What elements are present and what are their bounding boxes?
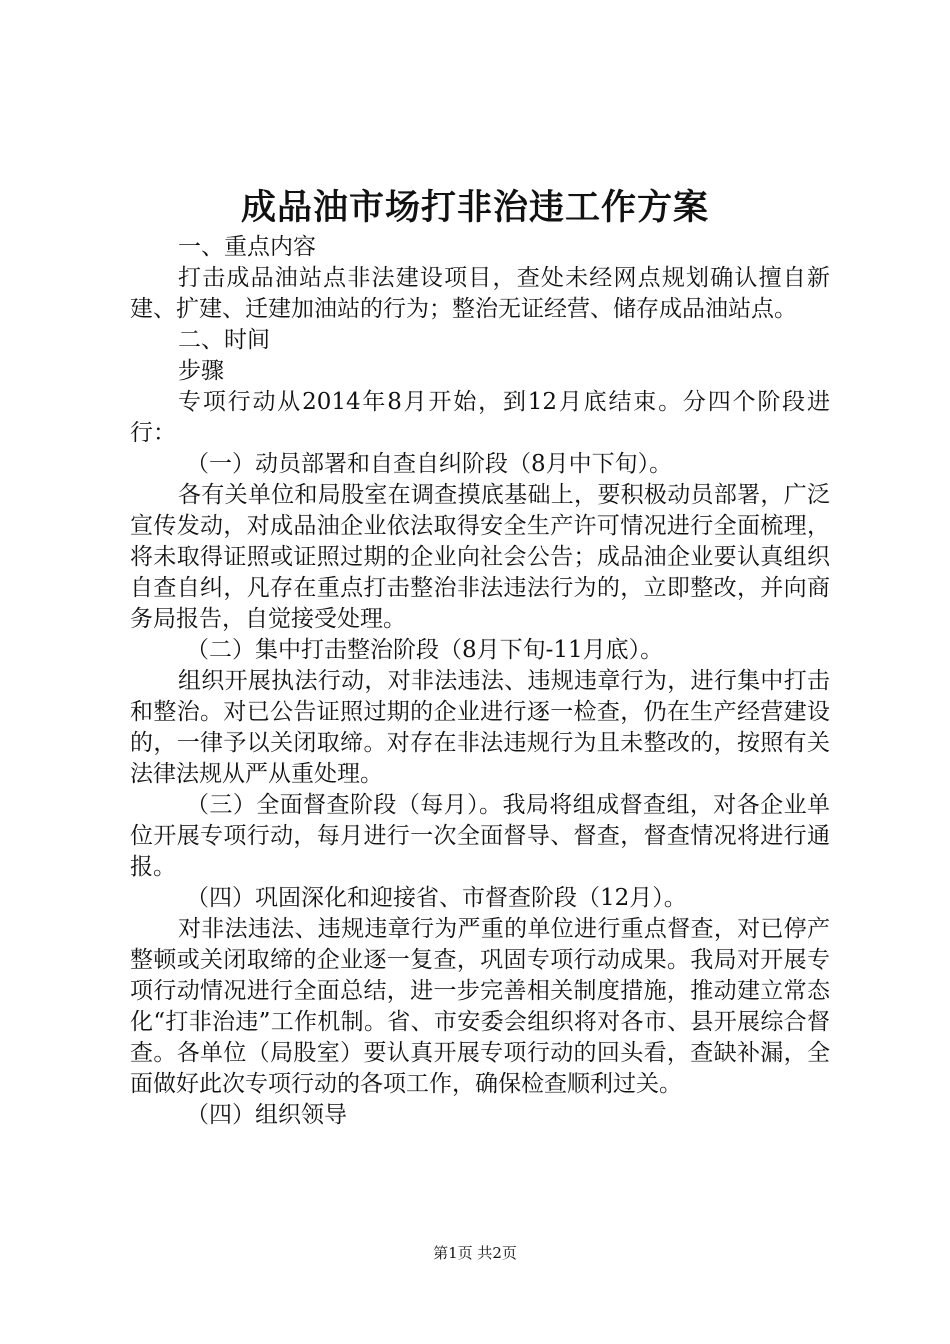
- page-footer: 第1页 共2页: [433, 1244, 517, 1262]
- document-body: [130, 232, 830, 1131]
- paragraph-stage-1: 各有关单位和局股室在调查摸底基础上，要积极动员部署，广泛宣传发动，对成品油企业依法取得安全生产许可情况进行全面梳理，将未取得证照或证照过期的企业向社会公告；成品油企业要认真组织自查自纠，凡存在重点打击整治非法违法行为的，立即整改，并向商务局报告，自觉接受处理。: [130, 482, 830, 632]
- stage-3-paragraph: （三）全面督查阶段（每月）。我局将组成督查组，对各企业单位开展专项行动，每月进行一次全面督导、督查，督查情况将进行通报。: [130, 792, 830, 880]
- stage-heading-4: （四）巩固深化和迎接省、市督查阶段（12月）。: [186, 885, 687, 911]
- section-heading-key-content: 一、重点内容: [178, 234, 316, 260]
- paragraph-key-content: 打击成品油站点非法建设项目，查处未经网点规划确认擅自新建、扩建、迁建加油站的行为；整治无证经营、储存成品油站点。: [130, 265, 830, 322]
- document-title: 成品油市场打非治违工作方案: [240, 188, 709, 228]
- stage-heading-1: （一）动员部署和自查自纠阶段（8月中下旬）。: [186, 451, 673, 477]
- section-heading-organization: （四）组织领导: [186, 1102, 347, 1128]
- paragraph-stage-2: 组织开展执法行动，对非法违法、违规违章行为，进行集中打击和整治。对已公告证照过期的企业进行逐一检查，仍在生产经营建设的，一律予以关闭取缔。对存在非法违规行为且未整改的，按照有关法律法规从严从重处理。: [130, 668, 830, 787]
- paragraph-schedule: 专项行动从2014年8月开始，到12月底结束。分四个阶段进行：: [130, 389, 830, 446]
- section-heading-time: 二、时间: [178, 327, 270, 353]
- paragraph-stage-4: 对非法违法、违规违章行为严重的单位进行重点督查，对已停产整顿或关闭取缔的企业逐一复查，巩固专项行动成果。我局对开展专项行动情况进行全面总结，进一步完善相关制度措施，推动建立常态化“打非治违”工作机制。省、市安委会组织将对各市、县开展综合督查。各单位（局股室）要认真开展专项行动的回头看，查缺补漏，全面做好此次专项行动的各项工作，确保检查顺利过关。: [130, 916, 830, 1097]
- stage-heading-2: （二）集中打击整治阶段（8月下旬-11月底）。: [186, 637, 664, 663]
- section-heading-steps: 步骤: [178, 358, 224, 384]
